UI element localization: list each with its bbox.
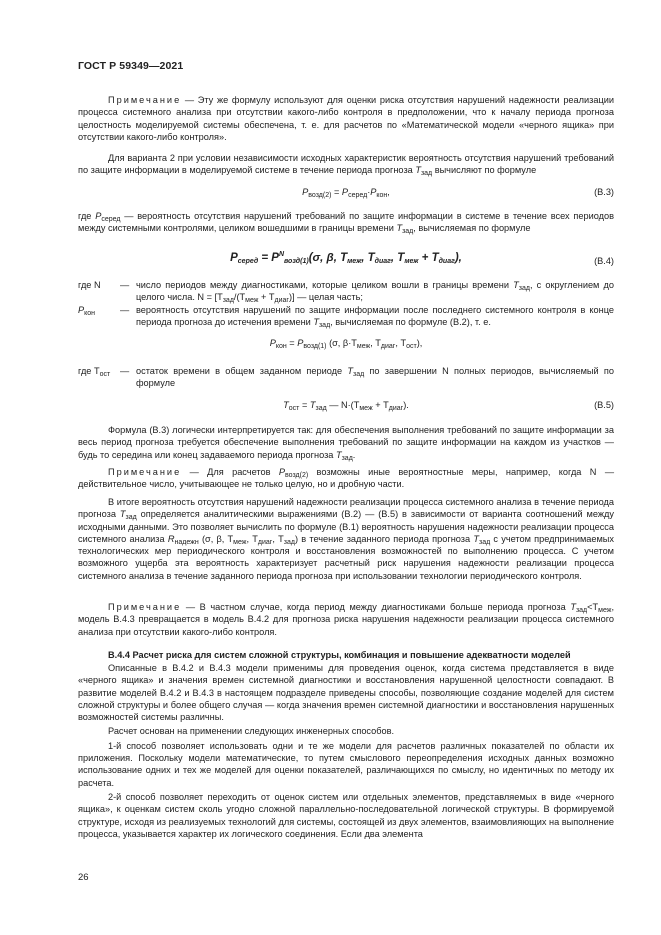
page-number: 26 xyxy=(78,872,89,883)
note-label: Примечание xyxy=(108,95,182,105)
paragraph: Расчет основан на применении следующих инженерных способов. xyxy=(108,726,395,737)
definition-pkon: $P_{кон}$ — вероятность отсутствия нарушений по защите информации после последнего системного контроля в конце периода прогноза до истечения времени $T_{зад}$, вычисляемая по формуле (В.2), т. е. xyxy=(78,305,614,330)
formula-number: (В.4) xyxy=(594,256,614,266)
paragraph: 2-й способ позволяет переходить от оценок систем или отдельных элементов, представляемых в виде «черного ящика», к оценкам систем сколь угодно сложной параллельно-последовательной логической структуры. В формируемой структуре, исходя из реализуемых технологий для системы, состоящей из двух элементов, взаимовлияющих на выполнение процесса, указывается характер их логического соединения. Если два элемента xyxy=(78,791,614,839)
formula-b3: $P_{возд(2)} = P_{серед}\cdot P_{кон}$, (В.3) xyxy=(302,187,614,199)
note-text: — Эту же формулу используют для оценки риска отсутствия нарушений надежности реализации процесса системного анализа при отсутствии какого-либо контроля в предположении, что к началу периода прогноза целостность моделируемой системы обеспечена, т. е. для расчетов по «Математической модели «черного ящика» при отсутствии какого-либо контроля». xyxy=(78,95,614,142)
note-2: Примечание — Для расчетов $P_{возд(2)}$ возможны иные вероятностные меры, например, когда N — действительное число, учитывающее не только целую, но и дробную части. xyxy=(78,467,615,490)
paragraph-where-psered: где $P_{серед}$ — вероятность отсутствия нарушений требований по защите информации в системе в течение всех периодов между системными контролями, целиком вошедшими в границы времени $T_{зад}$, вычисляемая по формуле xyxy=(78,211,614,236)
section-heading: В.4.4 Расчет риска для систем сложной структуры, комбинация и повышение адекватности моделей xyxy=(108,650,571,660)
formula-number: (В.5) xyxy=(594,400,614,410)
note-1 xyxy=(78,94,614,149)
paragraph: 1-й способ позволяет использовать одни и те же модели для расчетов различных показателей по области их приложения. Поскольку модели математические, то путем смыслового переопределения исходных данных возможно использование одних и тех же моделей для оценки показателей, различающихся по смыслу, но идентичных по методу их расчета. xyxy=(78,740,614,788)
paragraph-variant-2: Для варианта 2 при условии независимости исходных характеристик вероятность отсутствия нарушений требований по защите информации в моделируемой системе в течение периода прогноза $T_{зад}$ вычисляют по формуле xyxy=(78,153,614,178)
section-body xyxy=(78,662,614,842)
formula-pkon: $P_{кон} = P_{возд(1)}$ (σ, $\beta\cdot T_{меж}$, $T_{диаг}$, $T_{ост}$), xyxy=(269,338,423,350)
document-header: ГОСТ Р 59349—2021 xyxy=(78,60,184,72)
formula-b4: $P_{серед} = P^N_{возд(1)}(\sigma$, β, $T_{меж}$, $T_{диаг}$, $T_{меж} + T_{диаг}$), (В.4) xyxy=(230,251,614,266)
definition-n: где N — число периодов между диагностиками, которые целиком вошли в границы времени $T_{зад}$, с округлением до целого числа. $N = [T_{зад}/(T_{меж} + T_{диаг})]$ — целая часть; xyxy=(78,280,614,305)
formula-b5: $T_{ост} = T_{зад}$ — $N\cdot(T_{меж} + T_{диаг})$. (В.5) xyxy=(283,400,614,412)
definition-tost: где $T_{ост}$ — остаток времени в общем заданном периоде $T_{зад}$ по завершении N полных периодов, вычисляемый по формуле xyxy=(78,366,614,389)
formula-number: (В.3) xyxy=(594,187,614,197)
paragraph: Описанные в В.4.2 и В.4.3 модели применимы для проведения оценок, когда система представляется в виде «черного ящика» и значения времен системной диагностики и восстановления нарушенной целостности совпадают. В развитие моделей В.4.2 и В.4.3 в настоящем подразделе приведены способы, позволяющие создание моделей для систем сложной структуры и более общего случая — когда значения времен системной диагностики и восстановления нарушенных возможностей системы различны. xyxy=(78,663,614,723)
paragraph-itog: В итоге вероятность отсутствия нарушений надежности реализации процесса системного анализа в течение периода прогноза $T_{зад}$ определяется аналитическими выражениями (В.2) — (В.5) в зависимости от варианта соотношений между исходными данными. Это позволяет вычислить по формуле (В.1) вероятность нарушения надежности реализации процесса системного анализа $R_{надежн}$ (σ, β, $T_{меж}$, $T_{диаг}$, $T_{зад}$) в течение заданного периода прогноза $T_{зад}$ с учетом предпринимаемых технологических мер периодического контроля и восстановления возможностей по выполнению процесса. С учетом возможного ущерба эта вероятность характеризует расчетный риск нарушения надежности реализации процесса системного анализа в течение заданного периода прогноза при использовании технологии периодического контроля. xyxy=(78,497,615,581)
note-3: Примечание — В частном случае, когда период между диагностиками больше периода прогноза $T_{зад}<T_{меж}$, модель В.4.3 превращается в модель В.4.2 для прогноза риска нарушения надежности реализации процесса системного анализа при отсутствии какого-либо контроля. xyxy=(78,602,614,637)
paragraph-b3-interpretation: Формула (В.3) логически интерпретируется так: для обеспечения выполнения требований по защите информации за весь период прогноза требуется обеспечение выполнения требований по защите информации на каждом из участков — будь то середина или конец задаваемого периода прогноза $T_{зад}$. xyxy=(78,425,614,462)
